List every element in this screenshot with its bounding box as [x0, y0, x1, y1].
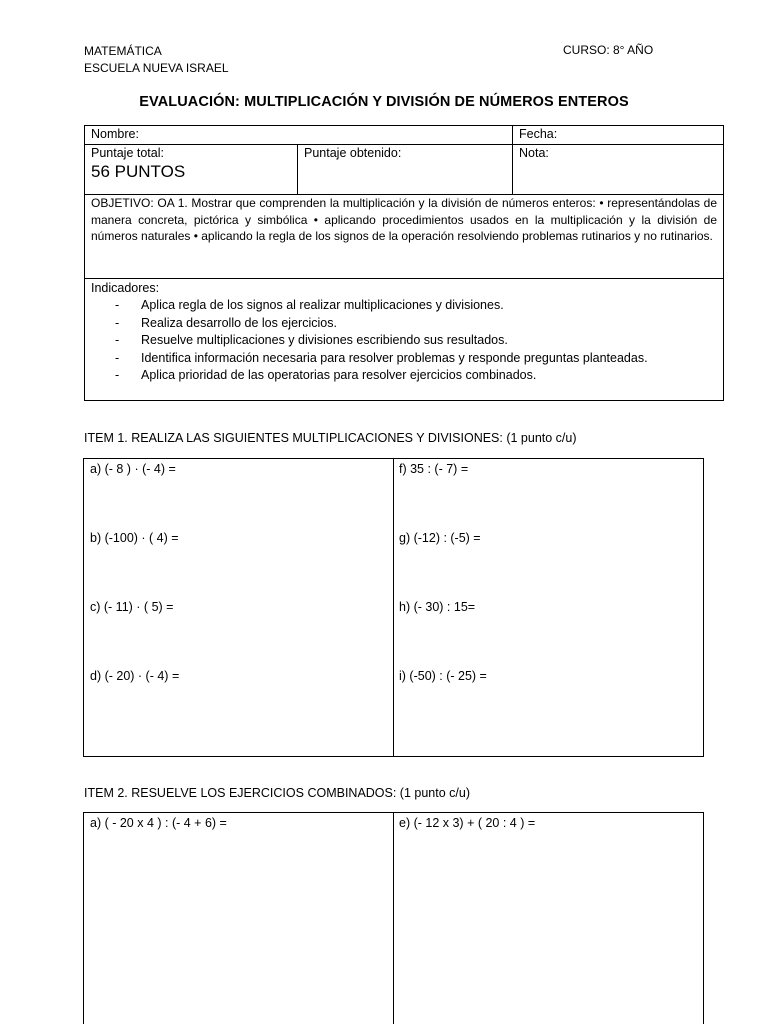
grade-label: Nota: — [519, 146, 549, 160]
indicators-label: Indicadores: — [91, 281, 160, 295]
subject-label: MATEMÁTICA — [84, 44, 162, 58]
school-label: ESCUELA NUEVA ISRAEL — [84, 61, 229, 75]
date-label: Fecha: — [519, 127, 558, 141]
exercise-i: i) (-50) : (- 25) = — [399, 669, 487, 683]
indicators-section — [91, 280, 648, 384]
obtained-score-cell[interactable] — [297, 145, 512, 194]
item2-title: ITEM 2. RESUELVE LOS EJERCICIOS COMBINADOS: (1 punto c/u) — [84, 786, 470, 800]
page-title: EVALUACIÓN: MULTIPLICACIÓN Y DIVISIÓN DE NÚMEROS ENTEROS — [139, 94, 629, 110]
grid-divider — [393, 813, 394, 1024]
obtained-score-label: Puntaje obtenido: — [304, 146, 402, 160]
exercise-d: d) (- 20) · (- 4) = — [90, 669, 180, 683]
date-cell[interactable] — [512, 126, 725, 144]
indicator-item: - Realiza desarrollo de los ejercicios. — [91, 315, 648, 332]
exercise-h: h) (- 30) : 15= — [399, 600, 476, 614]
exercise-f: f) 35 : (- 7) = — [399, 462, 469, 476]
indicator-item: - Identifica información necesaria para resolver problemas y responde preguntas planteadas. — [91, 350, 648, 367]
total-score-value: 56 PUNTOS — [91, 162, 186, 181]
name-cell[interactable] — [85, 126, 512, 144]
indicator-item: - Aplica regla de los signos al realizar multiplicaciones y divisiones. — [91, 297, 648, 314]
header-left — [84, 43, 229, 77]
item1-title: ITEM 1. REALIZA LAS SIGUIENTES MULTIPLICACIONES Y DIVISIONES: (1 punto c/u) — [84, 431, 577, 445]
item2-exercise-grid — [83, 812, 704, 1024]
grid-divider — [393, 459, 394, 756]
exercise-b: b) (-100) · ( 4) = — [90, 531, 179, 545]
total-score-cell — [85, 145, 297, 194]
objective-text: OBJETIVO: OA 1. Mostrar que comprenden la multiplicación y la división de números enteros: • representándolas de manera concreta, pictórica y simbólica • aplicando procedimientos usados en la multiplicación y la división de números naturales • aplicando la regla de los signos de la operación resolviendo problemas rutinarios y no rutinarios. — [91, 196, 717, 243]
exercise-g: g) (-12) : (-5) = — [399, 531, 481, 545]
exercise-c: c) (- 11) · ( 5) = — [90, 600, 174, 614]
indicator-item: - Resuelve multiplicaciones y divisiones escribiendo sus resultados. — [91, 332, 648, 349]
indicator-item: - Aplica prioridad de las operatorias para resolver ejercicios combinados. — [91, 367, 648, 384]
exercise-a: a) (- 8 ) · (- 4) = — [90, 462, 176, 476]
exercise-combined-e: e) (- 12 x 3) + ( 20 : 4 ) = — [399, 816, 536, 830]
indicators-list — [91, 297, 648, 384]
info-table — [84, 125, 724, 401]
name-label: Nombre: — [91, 127, 139, 141]
grade-cell[interactable] — [512, 145, 725, 194]
info-row-name-date — [85, 126, 723, 145]
item1-exercise-grid — [83, 458, 704, 757]
exercise-combined-a: a) ( - 20 x 4 ) : (- 4 + 6) = — [90, 816, 227, 830]
course-label: CURSO: 8° AÑO — [563, 43, 654, 57]
info-row-scores — [85, 145, 723, 195]
total-score-label: Puntaje total: — [91, 146, 164, 160]
